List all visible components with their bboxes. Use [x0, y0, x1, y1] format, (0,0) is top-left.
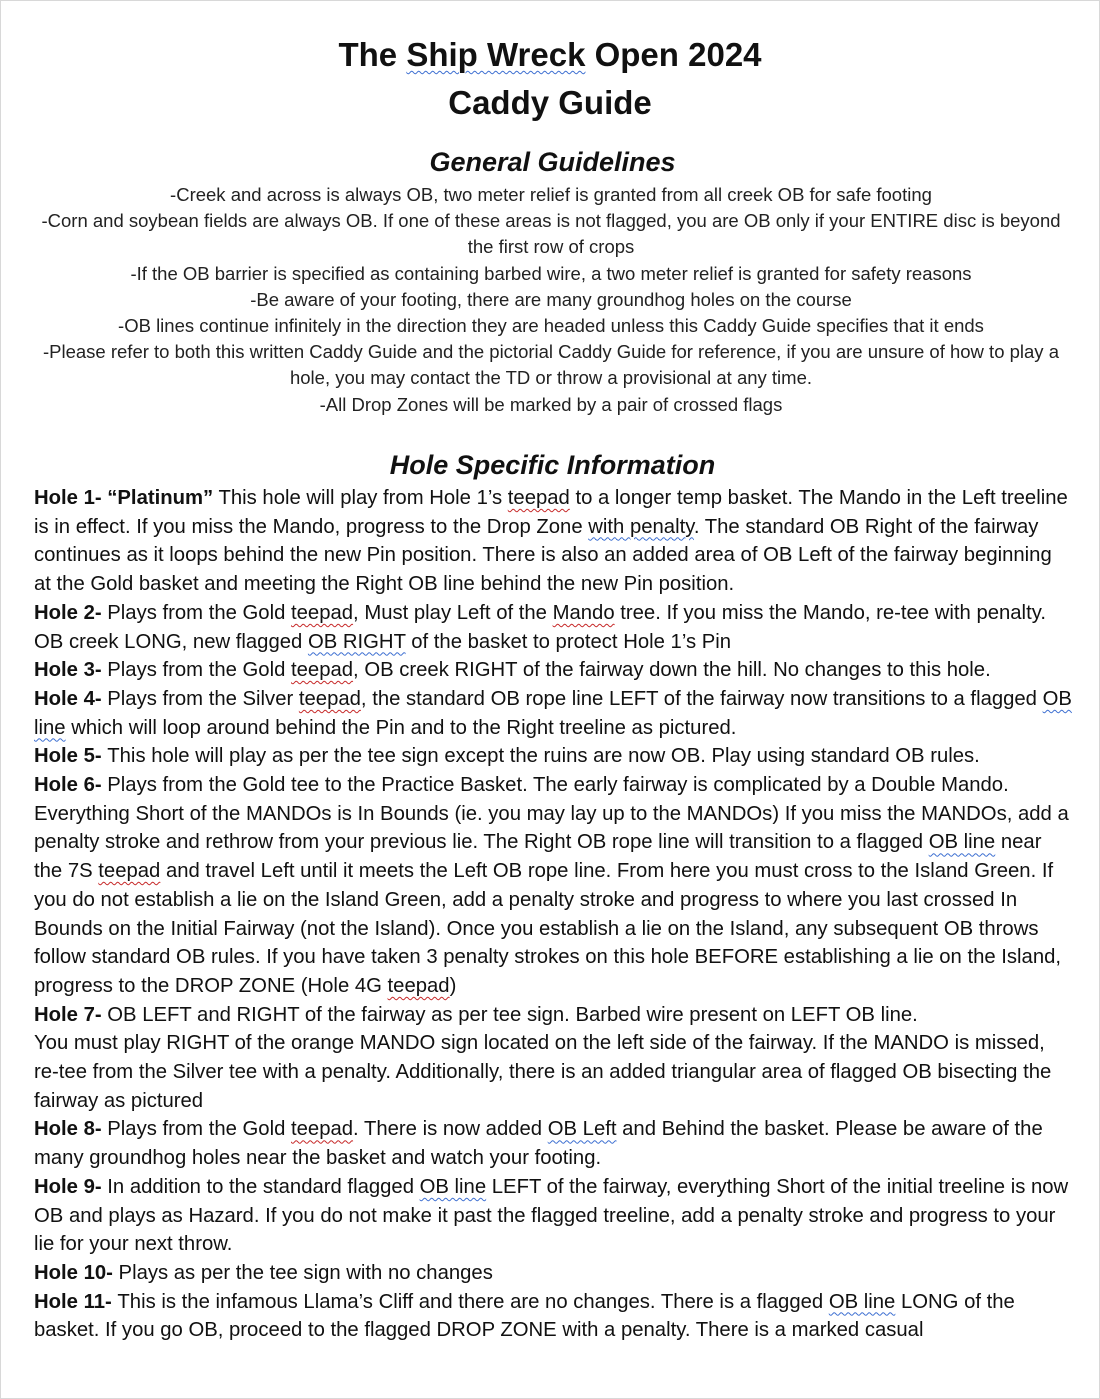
- spell-flag-word: Mando: [552, 601, 615, 624]
- hole-10-label: Hole 10-: [34, 1261, 119, 1284]
- guideline-item: -Creek and across is always OB, two meter relief is granted from all creek OB for safe footing: [170, 184, 932, 205]
- hole-2-paragraph: [34, 599, 1074, 656]
- hole-text: In addition to the standard flagged: [107, 1175, 420, 1198]
- guideline-item: -Corn and soybean fields are always OB. If one of these areas is not flagged, you are OB only if your ENTIRE disc is beyond the first row of crops: [41, 210, 1061, 258]
- guideline-item: -Please refer to both this written Caddy Guide and the pictorial Caddy Guide for reference, if you are unsure of how to play a hole, you may contact the TD or throw a provisional at any time.: [42, 341, 1059, 389]
- guideline-item: -All Drop Zones will be marked by a pair of crossed flags: [319, 393, 783, 415]
- general-guidelines-list: [30, 182, 1072, 418]
- hole-text: Plays from the Gold: [107, 659, 291, 682]
- guideline-item: -Be aware of your footing, there are many groundhog holes on the course: [250, 288, 852, 310]
- hole-text: This is the infamous Llama’s Cliff and there are no changes. There is a flagged: [117, 1290, 829, 1313]
- hole-text: Plays from the Gold tee to the Practice Basket. The early fairway is complicated by a Double Mando. Everything Short of the MANDOs is In Bounds (ie. you may lay up to the MANDOs) If you miss the MANDOs, add a penalty stroke and rethrow from your previous lie. The Right OB rope line will transition to a flagged: [34, 774, 1069, 854]
- hole-text: of the basket to protect Hole 1’s Pin: [405, 630, 732, 653]
- hole-text: Plays from the Gold: [107, 1118, 291, 1141]
- hole-10-paragraph: [34, 1259, 1074, 1288]
- hole-4-paragraph: [34, 685, 1074, 742]
- hole-list: [34, 484, 1074, 1345]
- hole-2-label: Hole 2-: [34, 601, 108, 624]
- hole-5-paragraph: [34, 742, 1074, 771]
- spell-flag-word: teepad: [98, 860, 161, 883]
- hole-text: . The standard OB Right of the fairway continues as it loops behind the new Pin position. There is also an added area of OB Left of the fairway beginning at the Gold basket and meeting the Right OB line behind the new Pin position.: [34, 515, 1052, 596]
- hole-text: This hole will play as per the tee sign except the ruins are now OB. Play using standard OB rules.: [107, 745, 980, 768]
- hole-1-name: “Platinum”: [107, 487, 214, 509]
- hole-1-paragraph: [34, 484, 1074, 599]
- hole-text: and Behind the basket. Please be aware of the many groundhog holes near the basket and watch your footing.: [34, 1118, 1043, 1170]
- hole-4-label: Hole 4-: [34, 687, 108, 710]
- hole-text: which will loop around behind the Pin and to the Right treeline as pictured.: [65, 716, 737, 739]
- hole-7-paragraph: [34, 1001, 1074, 1030]
- hole-text: , OB creek RIGHT of the fairway down the hill. No changes to this hole.: [353, 659, 991, 682]
- title-ship-wreck: Ship Wreck: [406, 36, 586, 73]
- hole-1-label: Hole 1-: [34, 487, 108, 509]
- hole-text: Plays from the Gold: [107, 601, 291, 624]
- grammar-flag-word: OB line: [828, 1290, 896, 1313]
- grammar-flag-word: OB line: [419, 1175, 487, 1198]
- title-text: The: [338, 36, 407, 73]
- hole-3-paragraph: [34, 656, 1074, 685]
- spell-flag-word: teepad: [291, 659, 354, 682]
- hole-text: LEFT of the fairway, everything Short of the initial treeline is now OB and plays as Hazard. If you do not make it past the flagged treeline, add a penalty stroke and progress to your lie for your next throw.: [34, 1175, 1069, 1256]
- spell-flag-word: teepad: [507, 487, 570, 509]
- hole-text: ): [449, 974, 457, 997]
- hole-text: and travel Left until it meets the Left OB rope line. From here you must cross to the Island Green. If you do not establish a lie on the Island Green, add a penalty stroke and progress to where you last crossed In Bounds on the Initial Fairway (not the Island). Once you establish a lie on the Island, any subsequent OB throws follow standard OB rules. If you have taken 3 penalty strokes on this hole BEFORE establishing a lie on the Island, progress to the DROP ZONE (Hole 4G: [34, 860, 1062, 997]
- hole-5-label: Hole 5-: [34, 745, 108, 768]
- hole-text: near the 7S: [34, 831, 1042, 883]
- hole-text: tree. If you miss the Mando, re-tee with penalty. OB creek LONG, new flagged: [34, 601, 1046, 653]
- spell-flag-word: teepad: [298, 687, 361, 710]
- hole-text: , Must play Left of the: [353, 601, 553, 624]
- title-text-end: Open 2024: [585, 36, 762, 73]
- grammar-flag-word: OB Left: [547, 1118, 617, 1141]
- document-subtitle: Caddy Guide: [448, 84, 652, 121]
- hole-7-label: Hole 7-: [34, 1003, 108, 1026]
- grammar-flag-word: with penalty: [588, 515, 694, 538]
- guideline-item: -If the OB barrier is specified as containing barbed wire, a two meter relief is granted for safety reasons: [130, 262, 972, 284]
- hole-11-label: Hole 11-: [34, 1290, 118, 1313]
- hole-text: to a longer temp basket. The Mando in the Left treeline is in effect. If you miss the Mando, progress to the Drop Zone: [34, 487, 1068, 538]
- hole-text: This hole will play from Hole 1’s: [213, 487, 508, 509]
- document-title: [0, 31, 1100, 79]
- hole-9-label: Hole 9-: [34, 1175, 108, 1198]
- guideline-item: -OB lines continue infinitely in the direction they are headed unless this Caddy Guide specifies that it ends: [118, 315, 984, 337]
- hole-6-paragraph: [34, 771, 1074, 1001]
- hole-specific-heading: Hole Specific Information: [389, 450, 716, 480]
- hole-9-paragraph: [34, 1173, 1074, 1259]
- grammar-flag-word: OB RIGHT: [307, 630, 406, 653]
- spell-flag-word: teepad: [387, 974, 450, 997]
- hole-7-paragraph-continued: You must play RIGHT of the orange MANDO sign located on the left side of the fairway. If the MANDO is missed, re-tee from the Silver tee with a penalty. Additionally, there is an added triangular area of flagged OB bisecting the fairway as pictured: [34, 1032, 1052, 1112]
- general-guidelines-heading: General Guidelines: [429, 147, 676, 177]
- hole-3-label: Hole 3-: [34, 659, 108, 682]
- hole-text: Plays as per the tee sign with no changes: [118, 1261, 493, 1284]
- hole-11-paragraph: [34, 1288, 1074, 1345]
- hole-8-label: Hole 8-: [34, 1118, 108, 1141]
- grammar-flag-word: OB line: [928, 831, 996, 854]
- grammar-flag-word: OB line: [34, 687, 1072, 739]
- hole-6-label: Hole 6-: [34, 774, 108, 797]
- hole-text: , the standard OB rope line LEFT of the fairway now transitions to a flagged: [360, 687, 1043, 710]
- spell-flag-word: teepad: [291, 601, 354, 624]
- hole-text: . There is now added: [353, 1118, 548, 1141]
- hole-8-paragraph: [34, 1115, 1074, 1172]
- hole-text: OB LEFT and RIGHT of the fairway as per tee sign. Barbed wire present on LEFT OB line.: [107, 1003, 918, 1026]
- spell-flag-word: teepad: [291, 1118, 354, 1141]
- hole-text: Plays from the Silver: [107, 687, 299, 710]
- hole-text: LONG of the basket. If you go OB, proceed to the flagged DROP ZONE with a penalty. There is a marked casual: [34, 1290, 1015, 1342]
